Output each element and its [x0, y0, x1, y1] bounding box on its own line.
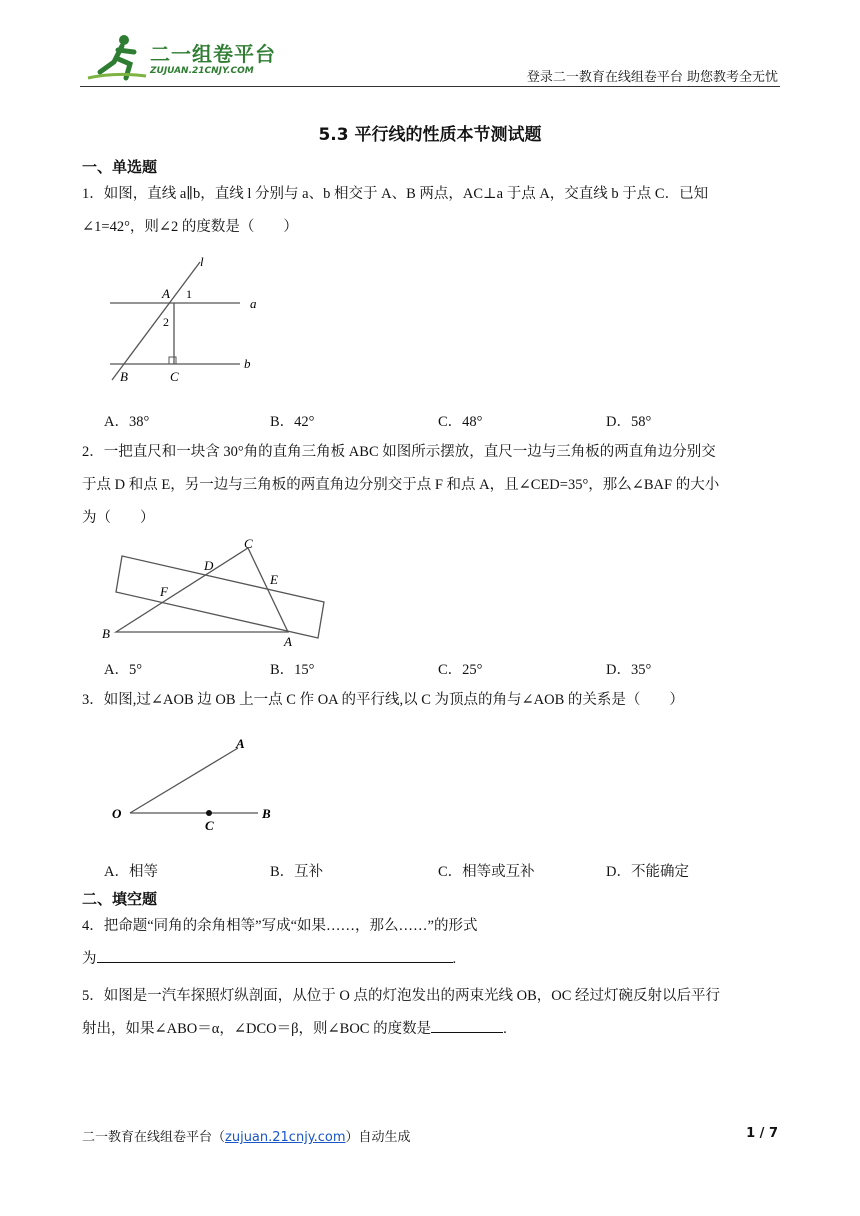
- label-point-B: B: [120, 369, 128, 384]
- q2-option-b[interactable]: B．15°: [270, 662, 315, 678]
- label-point-B: B: [102, 626, 110, 641]
- label-angle-2: 2: [163, 315, 169, 329]
- q1-option-a[interactable]: A．38°: [104, 414, 150, 430]
- question-1-line-2: ∠1=42°，则∠2 的度数是（ ）: [82, 219, 298, 235]
- label-line-a: a: [250, 296, 257, 311]
- label-point-B: B: [262, 806, 271, 821]
- label-angle-1: 1: [186, 287, 192, 301]
- q2-option-d[interactable]: D．35°: [606, 662, 652, 678]
- question-5-prefix: 射出，如果∠ABO＝α，∠DCO＝β，则∠BOC 的度数是: [82, 1021, 432, 1037]
- question-1-line-1: 1．如图，直线 a∥b，直线 l 分别与 a、b 相交于 A、B 两点，AC⊥a 于点 A，交直线 b 于点 C．已知: [82, 186, 709, 202]
- logo-text: 二一组卷平台: [150, 42, 276, 66]
- label-point-F: F: [160, 584, 168, 599]
- label-point-A: A: [236, 736, 245, 751]
- q1-option-d[interactable]: D．58°: [606, 414, 652, 430]
- header-divider: [80, 86, 780, 87]
- label-point-D: D: [204, 558, 214, 573]
- label-line-l: l: [200, 254, 204, 269]
- question-2-line-3: 为（ ）: [82, 510, 155, 526]
- question-2-line-1: 2．一把直尺和一块含 30°角的直角三角板 ABC 如图所示摆放，直尺一边与三角板的两直角边分别交: [82, 444, 716, 460]
- question-2-line-2: 于点 D 和点 E，另一边与三角板的两直角边分别交于点 F 和点 A，且∠CED=35°，那么∠BAF 的大小: [82, 477, 720, 493]
- question-1: [82, 178, 782, 244]
- question-3-line-1: 3．如图,过∠AOB 边 OB 上一点 C 作 OA 的平行线,以 C 为顶点的角与∠AOB 的关系是（ ）: [82, 692, 684, 708]
- q3-option-d[interactable]: D．不能确定: [606, 864, 689, 880]
- question-5: [82, 980, 782, 1046]
- question-1-figure: [100, 250, 270, 390]
- question-2-figure: [98, 534, 330, 650]
- question-4-line-2: [82, 943, 782, 976]
- question-3-figure: [108, 728, 288, 838]
- question-5-line-2: [82, 1013, 782, 1046]
- label-point-A: A: [284, 634, 292, 649]
- footer-link[interactable]: zujuan.21cnjy.com: [225, 1130, 346, 1145]
- question-4-suffix: .: [452, 951, 457, 967]
- question-4-answer-blank[interactable]: [97, 946, 453, 963]
- question-4-line-1: 4．把命题“同角的余角相等”写成“如果……，那么……”的形式: [82, 918, 478, 934]
- section-heading-single-choice: 一、单选题: [82, 158, 158, 176]
- label-point-C: C: [170, 369, 179, 384]
- q3-option-c[interactable]: C．相等或互补: [438, 864, 535, 880]
- header-slogan: 登录二一教育在线组卷平台 助您教考全无忧: [526, 70, 778, 85]
- label-point-E: E: [270, 572, 278, 587]
- question-2: [82, 436, 782, 535]
- page-number: 1 / 7: [746, 1126, 778, 1141]
- label-point-C: C: [205, 818, 214, 833]
- q3-option-a[interactable]: A．相等: [104, 864, 158, 880]
- question-3: [82, 684, 782, 717]
- footer-prefix: 二一教育在线组卷平台（: [82, 1130, 226, 1145]
- question-5-line-1: 5．如图是一汽车探照灯纵剖面，从位于 O 点的灯泡发出的两束光线 OB，OC 经过灯碗反射以后平行: [82, 988, 721, 1004]
- section-heading-fill-blank: 二、填空题: [82, 890, 158, 908]
- logo-subtext: ZUJUAN.21CNJY.COM: [150, 66, 254, 76]
- runner-logo-icon: [86, 32, 150, 82]
- q2-option-a[interactable]: A．5°: [104, 662, 143, 678]
- question-4: [82, 910, 782, 976]
- question-5-answer-blank[interactable]: [431, 1016, 503, 1033]
- label-point-A: A: [162, 286, 170, 301]
- label-point-O: O: [112, 806, 122, 821]
- page-title: 5.3 平行线的性质本节测试题: [318, 125, 542, 145]
- label-line-b: b: [244, 356, 251, 371]
- q2-option-c[interactable]: C．25°: [438, 662, 483, 678]
- question-4-prefix: 为: [82, 951, 97, 967]
- footer-suffix: ）自动生成: [345, 1130, 411, 1145]
- q3-option-b[interactable]: B．互补: [270, 864, 324, 880]
- q1-option-b[interactable]: B．42°: [270, 414, 315, 430]
- q1-option-c[interactable]: C．48°: [438, 414, 483, 430]
- footer-source: [82, 1126, 411, 1145]
- question-5-suffix: .: [503, 1021, 507, 1037]
- label-point-C: C: [244, 536, 253, 551]
